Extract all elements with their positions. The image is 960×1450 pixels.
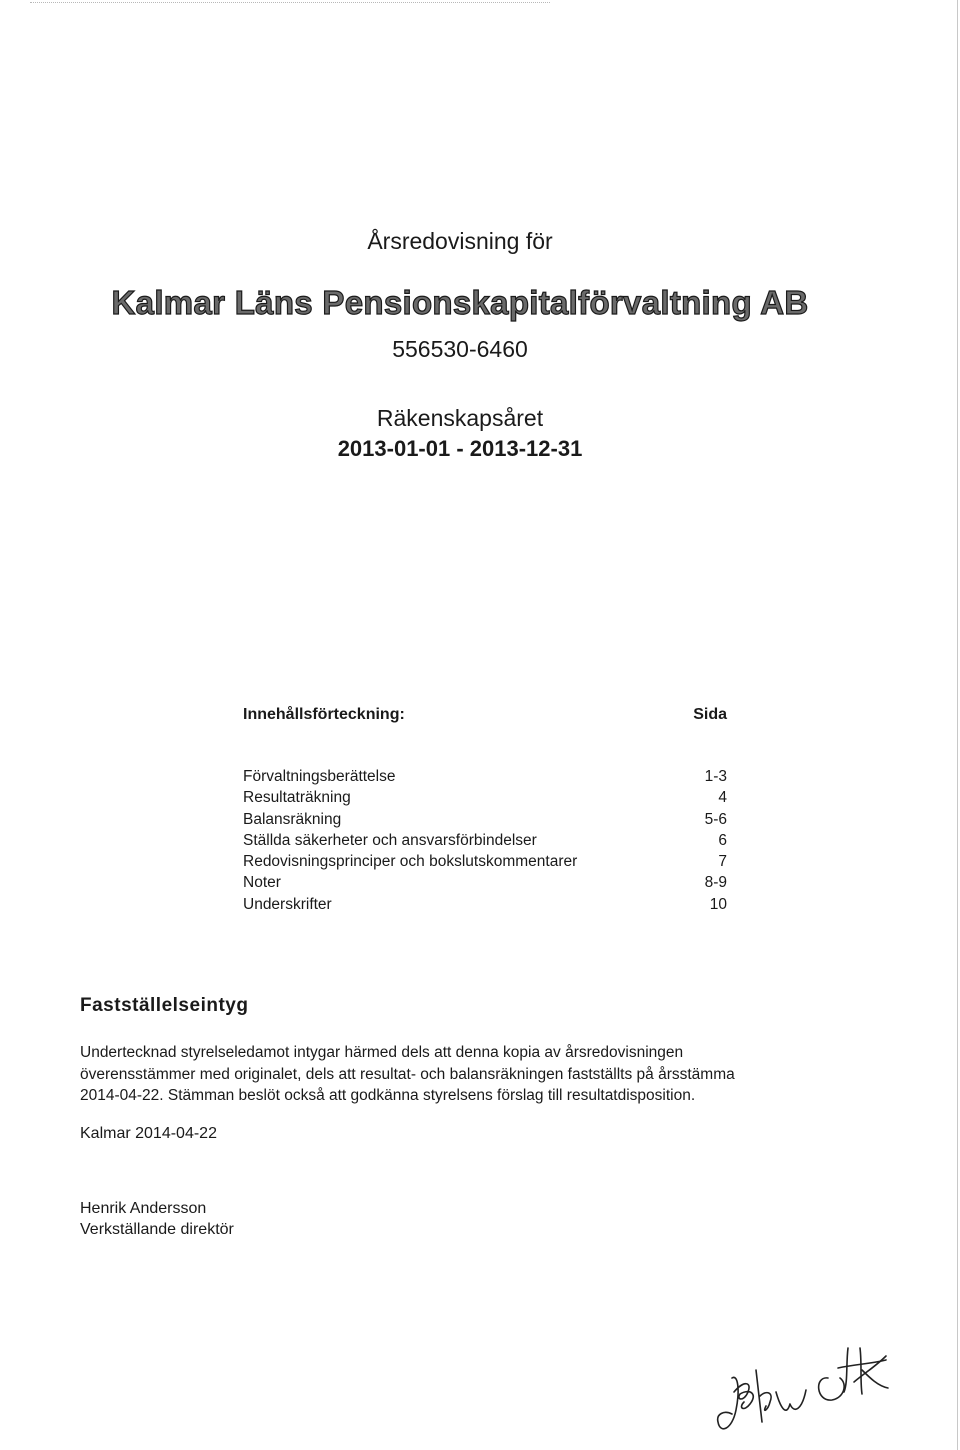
- company-name: Kalmar Läns Pensionskapitalförvaltning AB: [111, 284, 809, 321]
- toc-item-page: 8-9: [704, 874, 727, 892]
- signatory-title: Verkställande direktör: [80, 1221, 234, 1238]
- fiscal-year-label: Räkenskapsåret: [376, 405, 544, 431]
- toc-item: [243, 894, 727, 915]
- signatory-name: Henrik Andersson: [80, 1200, 207, 1217]
- fiscal-year-period: 2013-01-01 - 2013-12-31: [337, 436, 583, 461]
- certificate-line: överensstämmer med originalet, dels att resultat- och balansräkningen fastställts på årsstämma: [80, 1065, 735, 1083]
- certificate-body: [80, 1042, 820, 1107]
- scan-artifact: [30, 2, 550, 7]
- toc-item-page: 10: [709, 895, 727, 913]
- toc-page-column-label: Sida: [693, 706, 727, 723]
- table-of-contents: [243, 706, 727, 913]
- toc-item: [243, 830, 727, 851]
- org-number: 556530-6460: [392, 336, 528, 362]
- toc-header: [243, 706, 727, 730]
- toc-item-page: 1-3: [704, 768, 727, 785]
- toc-item-label: Underskrifter: [243, 895, 332, 913]
- toc-item-page: 7: [718, 853, 727, 871]
- toc-item-page: 4: [718, 789, 727, 807]
- toc-item: [243, 851, 727, 872]
- toc-item: [243, 766, 727, 787]
- certificate-line: 2014-04-22. Stämman beslöt också att godkänna styrelsens förslag till resultatdisposition.: [80, 1087, 696, 1104]
- toc-item: [243, 872, 727, 893]
- toc-item-label: Noter: [243, 874, 281, 892]
- scan-page-edge: [957, 0, 958, 1450]
- signatory-block: [80, 1198, 234, 1240]
- toc-item-label: Redovisningsprinciper och bokslutskommentarer: [243, 853, 578, 871]
- place-date: Kalmar 2014-04-22: [80, 1125, 217, 1142]
- toc-item-page: 5-6: [704, 810, 727, 828]
- toc-item-page: 6: [718, 831, 727, 849]
- toc-list: [243, 766, 727, 915]
- toc-heading: Innehållsförteckning:: [243, 706, 405, 723]
- toc-item-label: Förvaltningsberättelse: [243, 768, 396, 785]
- certificate-line: Undertecknad styrelseledamot intygar härmed dels att denna kopia av årsredovisningen: [80, 1044, 684, 1061]
- handwritten-initials: [710, 1330, 900, 1440]
- toc-item: [243, 809, 727, 830]
- toc-item-label: Resultaträkning: [243, 789, 351, 807]
- toc-item-label: Balansräkning: [243, 810, 342, 828]
- toc-item-label: Ställda säkerheter och ansvarsförbindelser: [243, 831, 537, 849]
- report-type-title: Årsredovisning för: [367, 228, 553, 254]
- certificate-heading: Fastställelseintyg: [80, 995, 249, 1016]
- toc-item: [243, 787, 727, 808]
